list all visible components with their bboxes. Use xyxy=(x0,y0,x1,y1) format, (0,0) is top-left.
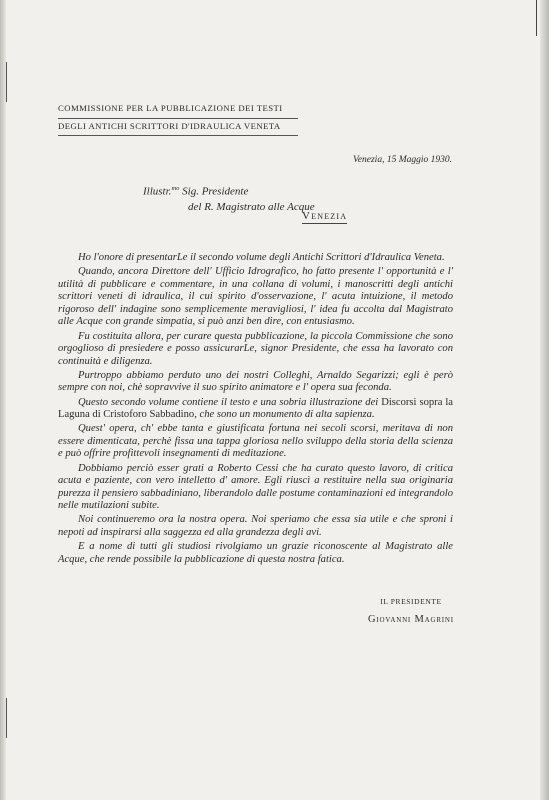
signature-block xyxy=(356,597,466,625)
page-left-edge xyxy=(0,0,6,800)
paragraph: Dobbiamo perciò esser grati a Roberto Cessi che ha curato questo lavoro, di critica acuta e paziente, con vero intelletto d' amore. Egli riuscì a restituire nella sua originaria purezza il pensiero sabbadiniano, liberandolo dalle postume contaminazioni ed integrandolo nelle mutilazioni subite. xyxy=(58,462,453,512)
recipient-city: Venezia xyxy=(302,210,348,222)
signature-role: IL PRESIDENTE xyxy=(380,597,442,606)
page-right-edge xyxy=(540,0,549,800)
letter-body xyxy=(58,252,453,568)
paragraph: Ho l'onore di presentarLe il secondo volume degli Antichi Scrittori d'Idraulica Veneta. xyxy=(78,252,445,263)
paragraph: Noi continueremo ora la nostra opera. Noi speriamo che essa sia utile e che sproni i nepoti ad inspirarsi alla saggezza ed alla grandezza degli avi. xyxy=(58,514,453,538)
letterhead-rule xyxy=(58,135,298,136)
paragraph: E a nome di tutti gli studiosi rivolgiamo un grazie riconoscente al Magistrato alle Acque, che rende possibile la pubblicazione di questa nostra fatica. xyxy=(58,541,453,565)
paragraph-text: Questo secondo volume contiene il testo e una sobria illustrazione dei xyxy=(78,396,382,408)
salutation xyxy=(143,181,383,200)
paragraph: Purtroppo abbiamo perduto uno dei nostri Colleghi, Arnaldo Segarizzi; egli è però sempre con noi, chè sopravvive il suo spirito animatore e l' opera sua feconda. xyxy=(58,369,453,394)
letterhead-line-2: DEGLI ANTICHI SCRITTORI D'IDRAULICA VENETA xyxy=(58,120,281,131)
letterhead-line-1: COMMISSIONE PER LA PUBBLICAZIONE DEI TESTI xyxy=(58,103,283,113)
recipient-office: del R. Magistrato alle Acque xyxy=(188,200,315,213)
binding-mark xyxy=(6,62,7,102)
binding-mark xyxy=(536,0,537,36)
salutation-rest: Sig. Presidente xyxy=(179,185,249,198)
paragraph-text: che sono un monumento di alta sapienza. xyxy=(196,409,375,421)
letter-date: Venezia, 15 Maggio 1930. xyxy=(353,155,452,165)
paragraph: Quest' opera, ch' ebbe tanta e giustificata fortuna nei secoli scorsi, meritava di non essere dimenticata, perchè fissa una tappa gloriosa nello sviluppo della storia della scienza e può offrire profittevoli insegnamenti di meditazione. xyxy=(58,423,453,460)
paragraph: Quando, ancora Direttore dell' Ufficio Idrografico, ho fatto presente l' opportunità e l' utilità di pubblicare e commentare, in una collana di volumi, i manoscritti degli antichi scrittori veneti di idraulica, il cui spirito d'osservazione, l' acuta intuizione, il metodo rigoroso dell' indagine sono semplicemente meravigliosi, l' idea fu accolta dal Magistrato alle Acque con grande simpatia, si può anzi ben dire, con entusiasmo. xyxy=(58,266,453,328)
paragraph: Fu costituita allora, per curare questa pubblicazione, la piccola Commissione che sono orgoglioso di presiedere e posso assicurarLe, signor Presidente, che essa ha lavorato con continuità e diligenza. xyxy=(58,330,453,367)
salutation-superscript: mo xyxy=(171,185,180,192)
signature-name: Giovanni Magrini xyxy=(368,614,454,625)
binding-mark xyxy=(6,698,7,738)
salutation-prefix: Illustr. xyxy=(143,185,172,198)
letterhead xyxy=(58,101,298,136)
paragraph xyxy=(58,397,453,422)
book-title: Discorsi sopra la Laguna di Cristoforo Sabbadino, xyxy=(58,396,453,421)
